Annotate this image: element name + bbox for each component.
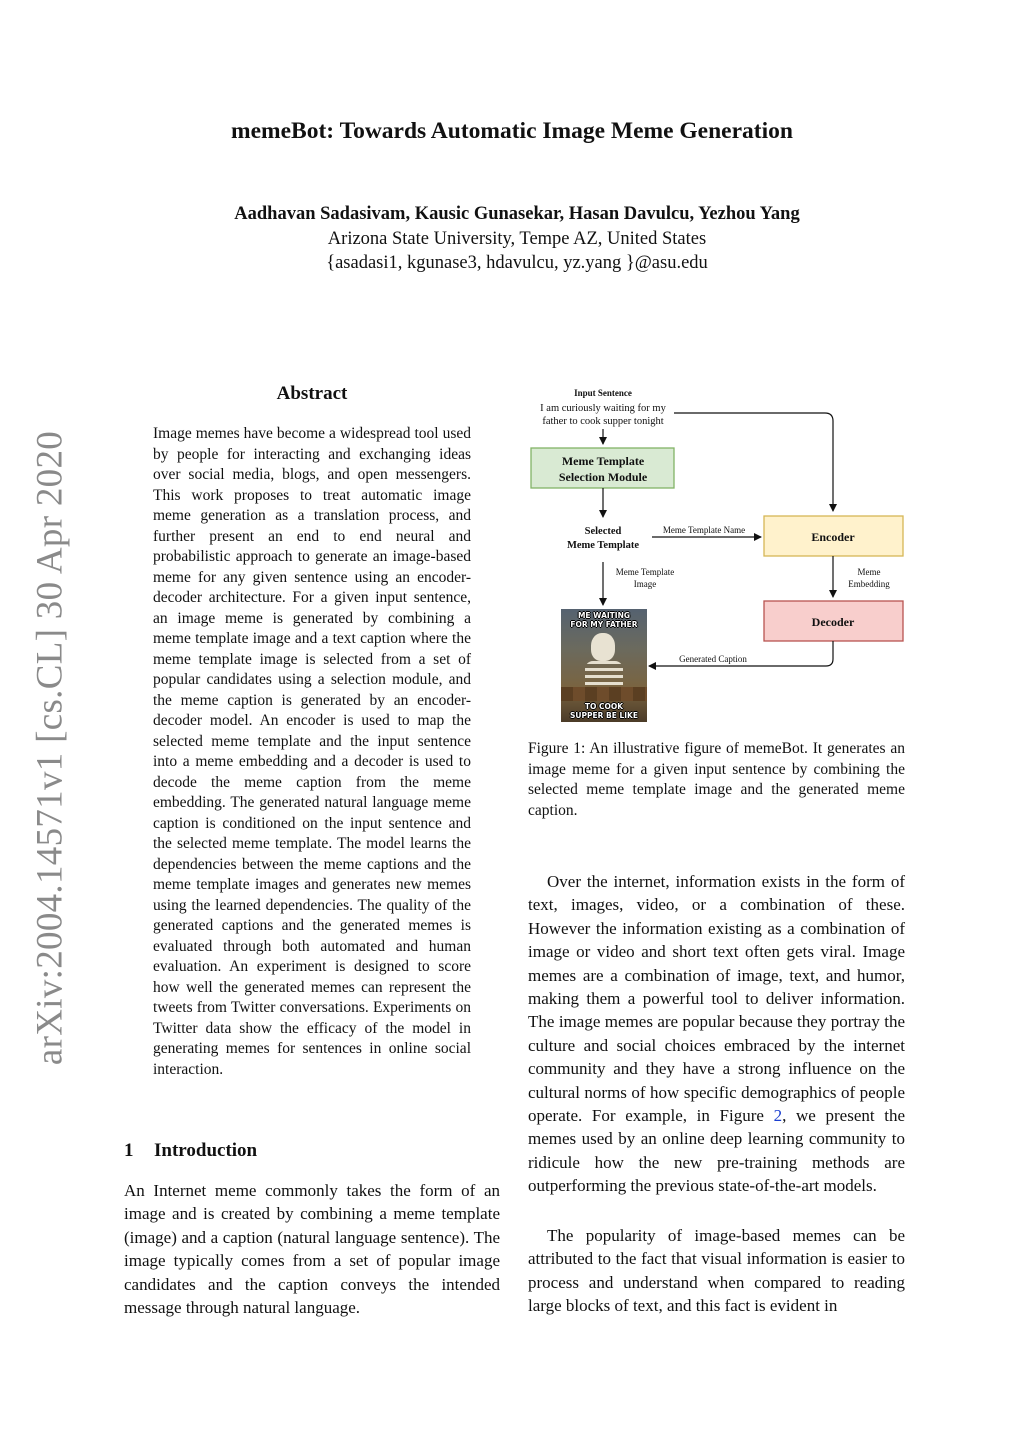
arrow-input-to-encoder — [674, 413, 833, 511]
abstract-body: Image memes have become a widespread tool used by people for interacting and exchanging ideas over social media, blogs, and open messengers. This work proposes to treat automatic image meme generation as a translation process, and further present an end to end neural and probabilistic approach to generate an image-based meme for any given sentence using an encoder-decoder architecture. For a given input sentence, an image meme is generated by combining a meme template image and a text caption where the meme template image is selected from a set of popular candidates using a selection module, and the meme caption is generated by an encoder-decoder model. An encoder is used to map the selected meme template and the input sentence into a meme embedding and a decoder is used to decode the meme caption from the meme embedding. The generated natural language meme caption is conditioned on the input sentence and the selected meme template. The model learns the dependencies between the meme captions and the meme template images and generates new memes using the learned dependencies. The quality of the generated captions and the generated memes is evaluated through both automated and human evaluation. An experiment is designed to score how well the generated memes can represent the tweets from Twitter conversations. Experiments on Twitter data show the efficacy of the model in generating memes for sentences in online social interaction. — [153, 425, 471, 1078]
meme-embedding-line-1: Meme — [857, 567, 881, 577]
paper-title: memeBot: Towards Automatic Image Meme Generation — [231, 118, 793, 144]
meme-top-line-2: FOR MY FATHER — [570, 620, 638, 629]
meme-bottom-text — [561, 702, 647, 720]
figure-2-reference-link[interactable]: 2 — [773, 1106, 783, 1126]
template-image-line-1: Meme Template — [615, 567, 675, 577]
generated-caption-label: Generated Caption — [679, 654, 747, 664]
decoder-label: Decoder — [811, 615, 855, 629]
skeleton-skull — [591, 633, 615, 661]
meme-embedding-line-2: Embedding — [848, 579, 890, 589]
selection-module-line-1: Meme Template — [561, 454, 645, 468]
paragraph-1-text-b: , we present the memes used by an online deep learning community to ridicule how the new pre-training methods are outperforming the previous state-of-the-art models. — [528, 1106, 906, 1196]
arxiv-identifier: arXiv:2004.14571v1 [cs.CL] 30 Apr 2020 — [29, 430, 71, 1066]
intro-paragraph-1: An Internet meme commonly takes the form of an image and is created by combining a meme template (image) and a caption (natural language sentence). The image typically comes from a set of popular image candidates and the caption conveys the intended message through natural language. — [124, 1181, 500, 1318]
selection-module-line-2: Selection Module — [558, 470, 648, 484]
meme-top-line-1: ME WAITING — [577, 611, 631, 620]
input-sentence-line-1: I am curiously waiting for my — [540, 403, 666, 414]
meme-bottom-line-1: TO COOK — [584, 702, 624, 711]
paragraph-1-text-a: Over the internet, information exists in the form of text, images, video, or a combination of these. However the information existing as a combination of image or video and short text often gets viral. Image memes are a combination of image, text, and humor, making them a powerful tool to deliver information. The image memes are popular because they portray the culture and social choices embraced by the internet community and they have a strong influence on the cultural norms of how specific demographics of people operate. For example, in Figure — [528, 872, 905, 1126]
selected-template-line-1: Selected — [584, 526, 622, 537]
meme-top-text — [561, 611, 647, 629]
section-heading-introduction — [124, 1140, 257, 1162]
section-number: 1 — [124, 1140, 134, 1161]
section-title: Introduction — [154, 1140, 258, 1161]
input-sentence-label: Input Sentence — [574, 388, 632, 398]
figure-1-diagram — [528, 380, 918, 730]
affiliation: Arizona State University, Tempe AZ, United States — [327, 229, 707, 249]
abstract-heading: Abstract — [276, 383, 348, 404]
selected-template-line-2: Meme Template — [566, 540, 640, 551]
bench — [561, 687, 647, 701]
right-column-paragraph-2: The popularity of image-based memes can be attributed to the fact that visual information is easier to process and understand when compared to reading large blocks of text, and this fact is evident in — [528, 1226, 905, 1316]
meme-bottom-line-2: SUPPER BE LIKE — [570, 711, 638, 720]
encoder-label: Encoder — [811, 530, 855, 544]
figure-1-caption: Figure 1: An illustrative figure of memeBot. It generates an image meme for a given input sentence by combining the selected meme template image and the generated meme caption. — [528, 740, 905, 819]
input-sentence-line-2: father to cook supper tonight — [542, 416, 664, 427]
author-list: Aadhavan Sadasivam, Kausic Gunasekar, Hasan Davulcu, Yezhou Yang — [234, 204, 800, 224]
template-image-line-2: Image — [633, 579, 657, 589]
meme-example-image — [561, 609, 647, 722]
email-addresses: {asadasi1, kgunase3, hdavulcu, yz.yang }@asu.edu — [326, 253, 708, 273]
right-column-paragraph-1 — [528, 870, 905, 1198]
template-name-label: Meme Template Name — [662, 525, 746, 535]
